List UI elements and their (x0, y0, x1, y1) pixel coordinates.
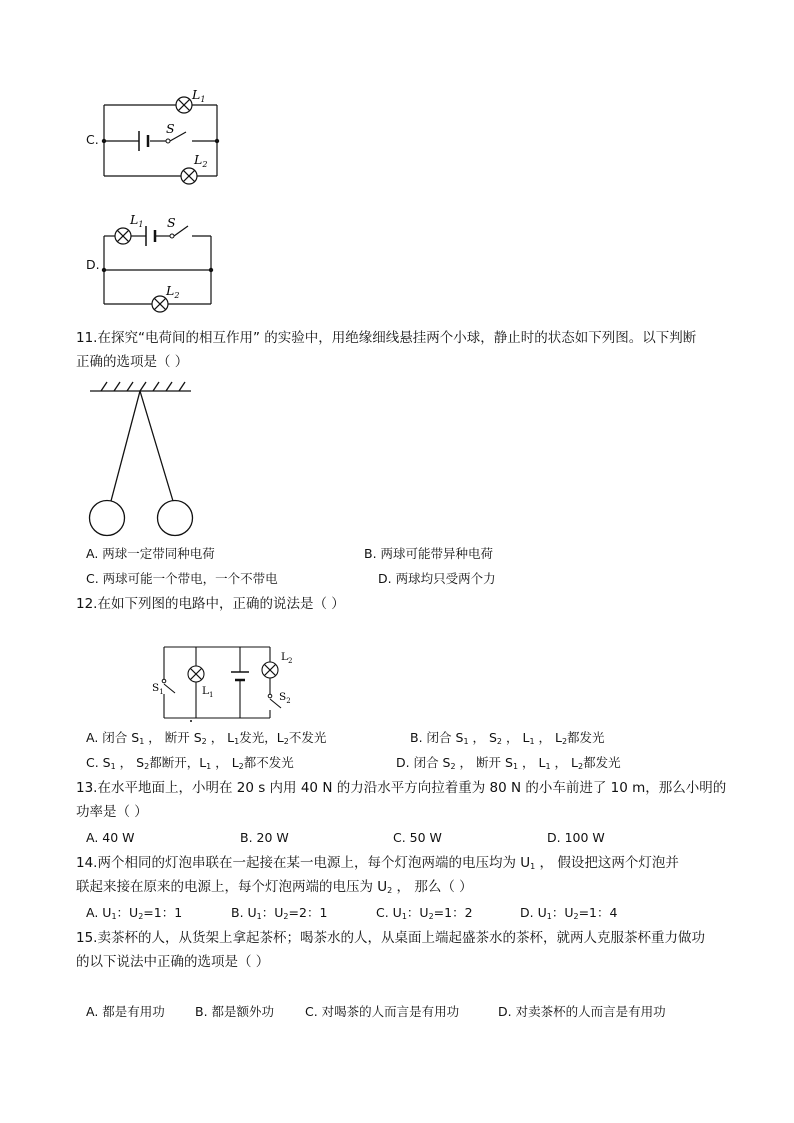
svg-text:L1: $L_1$ (130, 212, 144, 229)
question-15-option-a[interactable]: A. 都是有用功 (86, 1004, 165, 1019)
svg-text:L2: $L_2$ (281, 651, 293, 665)
question-13-line-2: 功率是（ ） (76, 804, 148, 820)
option-d-label: D. (86, 257, 100, 272)
question-15-option-b[interactable]: B. 都是额外功 (195, 1004, 275, 1019)
question-15-option-d[interactable]: D. 对卖茶杯的人而言是有用功 (498, 1004, 666, 1019)
question-11-option-c[interactable]: C. 两球可能一个带电，一个不带电 (86, 571, 278, 586)
question-14-line-1: 14.两个相同的灯泡串联在一起接在某一电源上，每个灯泡两端的电压均为 $U_1$ ， 假设把这两个灯泡并 (76, 855, 679, 871)
question-14-option-b[interactable]: B. $U_1$：$U_2=2$：1 (231, 905, 328, 921)
svg-text:L1: $L_1$ (192, 87, 206, 104)
lamp-l1-icon (188, 666, 204, 682)
question-15-line-1: 15.卖茶杯的人，从货架上拿起茶杯；喝茶水的人，从桌面上端起盛茶水的茶杯，就两人克服茶杯重力做功 (76, 930, 705, 946)
option-c-label: C. (86, 132, 99, 147)
lamp-l2-icon (262, 662, 278, 678)
question-14-option-c[interactable]: C. $U_1$：$U_2=1$：2 (376, 905, 473, 921)
question-11-line-1: 11.在探究“电荷间的相互作用” 的实验中，用绝缘细线悬挂两个小球，静止时的状态如下列图。以下判断 (76, 330, 697, 346)
question-13-line-1: 13.在水平地面上，小明在 20 s 内用 40 N 的力沿水平方向拉着重为 80 N 的小车前进了 10 m，那么小明的 (76, 780, 727, 796)
question-11-option-a[interactable]: A. 两球一定带同种电荷 (86, 546, 215, 561)
question-13-option-c[interactable]: C. 50 W (393, 830, 442, 845)
question-12-line-1: 12.在如下列图的电路中，正确的说法是（ ） (76, 596, 345, 612)
svg-text:S2: $S_2$ (279, 691, 291, 705)
question-15-line-2: 的以下说法中正确的选项是（ ） (76, 954, 270, 970)
svg-text:L1: $L_1$ (202, 685, 214, 699)
question-11-option-b[interactable]: B. 两球可能带异种电荷 (364, 546, 494, 561)
svg-text:L2: $L_2$ (194, 152, 208, 169)
question-13-option-d[interactable]: D. 100 W (547, 830, 605, 845)
question-14-line-2: 联起来接在原来的电源上，每个灯泡两端的电压为 $U_2$ ， 那么（ ） (76, 879, 473, 895)
question-12-option-c[interactable]: C. $S_1$ ， $S_2$都断开，$L_1$ ， $L_2$都不发光 (86, 755, 294, 771)
svg-text:S: S (167, 215, 176, 230)
question-12-option-d[interactable]: D. 闭合 $S_2$ ， 断开 $S_1$ ， $L_1$ ， $L_2$都发光 (396, 755, 621, 771)
question-15-option-c[interactable]: C. 对喝茶的人而言是有用功 (305, 1004, 460, 1019)
question-11-option-d[interactable]: D. 两球均只受两个力 (378, 571, 496, 586)
svg-text:L2: $L_2$ (166, 283, 180, 300)
question-12-option-b[interactable]: B. 闭合 $S_1$ ， $S_2$ ， $L_1$ ， $L_2$都发光 (410, 730, 605, 746)
question-13-option-a[interactable]: A. 40 W (86, 830, 135, 845)
svg-text:S: S (166, 121, 175, 136)
question-11-line-2: 正确的选项是（ ） (76, 354, 189, 370)
question-13-option-b[interactable]: B. 20 W (240, 830, 289, 845)
question-12-option-a[interactable]: A. 闭合 $S_1$ ， 断开 $S_2$ ， $L_1$发光，$L_2$不发光 (86, 730, 327, 746)
question-14-option-a[interactable]: A. $U_1$：$U_2=1$：1 (86, 905, 183, 921)
question-14-option-d[interactable]: D. $U_1$：$U_2=1$：4 (520, 905, 618, 921)
svg-text:S1: $S_1$ (152, 682, 164, 696)
